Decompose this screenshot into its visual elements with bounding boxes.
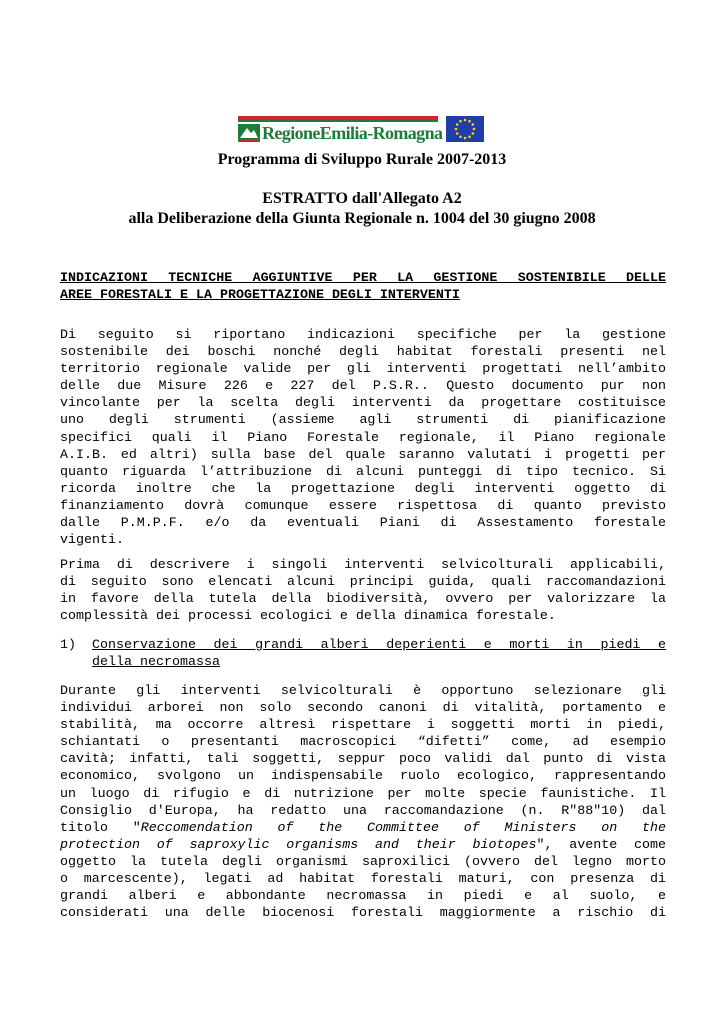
text-line: oggetto la tutela degli organismi saproxilici (ovvero del legno morto xyxy=(60,854,666,870)
program-title: Programma di Sviluppo Rurale 2007-2013 xyxy=(217,151,507,168)
paragraph-principles xyxy=(60,557,666,625)
text-line: vigenti. xyxy=(60,533,124,549)
text-line: quanto riguarda l’attribuzione di alcuni punteggi di tipo tecnico. Si xyxy=(60,464,666,480)
logo-wordmark: RegioneEmilia-Romagna xyxy=(262,123,443,143)
text-line: stabilità, ma occorre altresì rispettare i soggetti morti in piedi, xyxy=(60,718,666,734)
text-line-with-title xyxy=(60,820,666,837)
text-line: individui arborei non solo secondo canoni di vitalità, portamento e xyxy=(60,701,666,717)
text-line: in favore della tutela della biodiversità, ovvero per valorizzare la xyxy=(60,592,666,608)
region-logo xyxy=(238,116,484,146)
text-line: sostenibile dei boschi nonché degli habitat forestali presenti nel xyxy=(60,345,666,361)
text-line: complessità dei processi ecologici e della dinamica forestale. xyxy=(60,609,556,625)
heading-line-1: INDICAZIONI TECNICHE AGGIUNTIVE PER LA GESTIONE SOSTENIBILE DELLE xyxy=(60,271,666,286)
text-line: schiantati o presentanti macroscopici “difetti” come, ad esempio xyxy=(60,735,666,751)
title-prefix: titolo " xyxy=(60,820,141,836)
text-line: specifici quali il Piano Forestale regionale, il Piano regionale xyxy=(60,430,666,446)
text-line: Durante gli interventi selvicolturali è opportuno selezionare gli xyxy=(60,684,666,699)
text-line: territorio regionale valide per gli interventi progettati nell’ambito xyxy=(60,362,666,378)
text-line: o marcescente), legati ad habitat forestali maturi, con presenza di xyxy=(60,872,666,888)
text-line: ricorda inoltre che la progettazione degli interventi oggetto di xyxy=(60,481,666,497)
recommendation-title-part-1: Reccomendation of the Committee of Ministers on the xyxy=(140,820,666,836)
text-line: Consiglio d'Europa, ha redatto una raccomandazione (n. R"88"10) dal xyxy=(60,803,666,819)
text-line: Prima di descrivere i singoli interventi selvicolturali applicabili, xyxy=(60,558,666,573)
text-line: Di seguito si riportano indicazioni specifiche per la gestione xyxy=(60,328,666,343)
text-line: economico, svolgono un indispensabile ruolo ecologico, rappresentando xyxy=(60,769,666,785)
eu-flag-icon xyxy=(446,116,484,142)
heading-line-2: AREE FORESTALI E LA PROGETTAZIONE DEGLI INTERVENTI xyxy=(60,288,460,304)
text-line: di seguito sono elencati alcuni principi guida, quali raccomandazioni xyxy=(60,575,666,591)
text-line: uno degli strumenti (assieme agli strumenti di pianificazione xyxy=(60,413,666,429)
region-emblem-icon xyxy=(238,124,260,142)
section-1-line-1 xyxy=(60,637,666,654)
extract-title: ESTRATTO dall'Allegato A2 xyxy=(262,190,462,207)
section-1-number: 1) xyxy=(60,638,76,653)
document-heading xyxy=(60,270,666,304)
text-line: un luogo di rifugio e di nutrizione per molte specie faunistiche. Il xyxy=(60,786,666,802)
paragraph-intro xyxy=(60,327,666,549)
text-line-with-title xyxy=(60,837,666,854)
text-line: dalle P.M.P.F. e/o da eventuali Piani di Assestamento forestale xyxy=(60,516,666,532)
deliberation-title: alla Deliberazione della Giunta Regionale n. 1004 del 30 giugno 2008 xyxy=(128,210,596,227)
section-1-heading xyxy=(60,637,666,671)
recommendation-title-part-2: protection of saproxylic organisms and their biotopes xyxy=(60,837,537,853)
paragraph-large-trees xyxy=(60,683,666,922)
section-1-title-line-2: della necromassa xyxy=(92,655,220,671)
text-line: A.I.B. ed altri) sulla base del quale saranno valutati i progetti per xyxy=(60,447,666,463)
text-line: considerati una delle biocenosi forestali maggiormente a rischio di xyxy=(60,906,666,922)
text-line: grandi alberi e abbondante necromassa in piedi e al suolo, e xyxy=(60,889,666,905)
text-line: delle due Misure 226 e 227 del P.S.R.. Questo documento pur non xyxy=(60,379,666,395)
text-line: cavità; infatti, tali soggetti, seppur poco validi dal punto di vista xyxy=(60,752,666,768)
section-1-line-2 xyxy=(60,654,666,671)
title-suffix: ", avente come xyxy=(536,837,666,853)
text-line: finanziamento dovrà comunque essere rispettosa di quanto previsto xyxy=(60,498,666,514)
section-1-title-line-1: Conservazione dei grandi alberi deperienti e morti in piedi e xyxy=(92,638,666,653)
text-line: vincolante per la scelta degli interventi da progettare costituisce xyxy=(60,396,666,412)
